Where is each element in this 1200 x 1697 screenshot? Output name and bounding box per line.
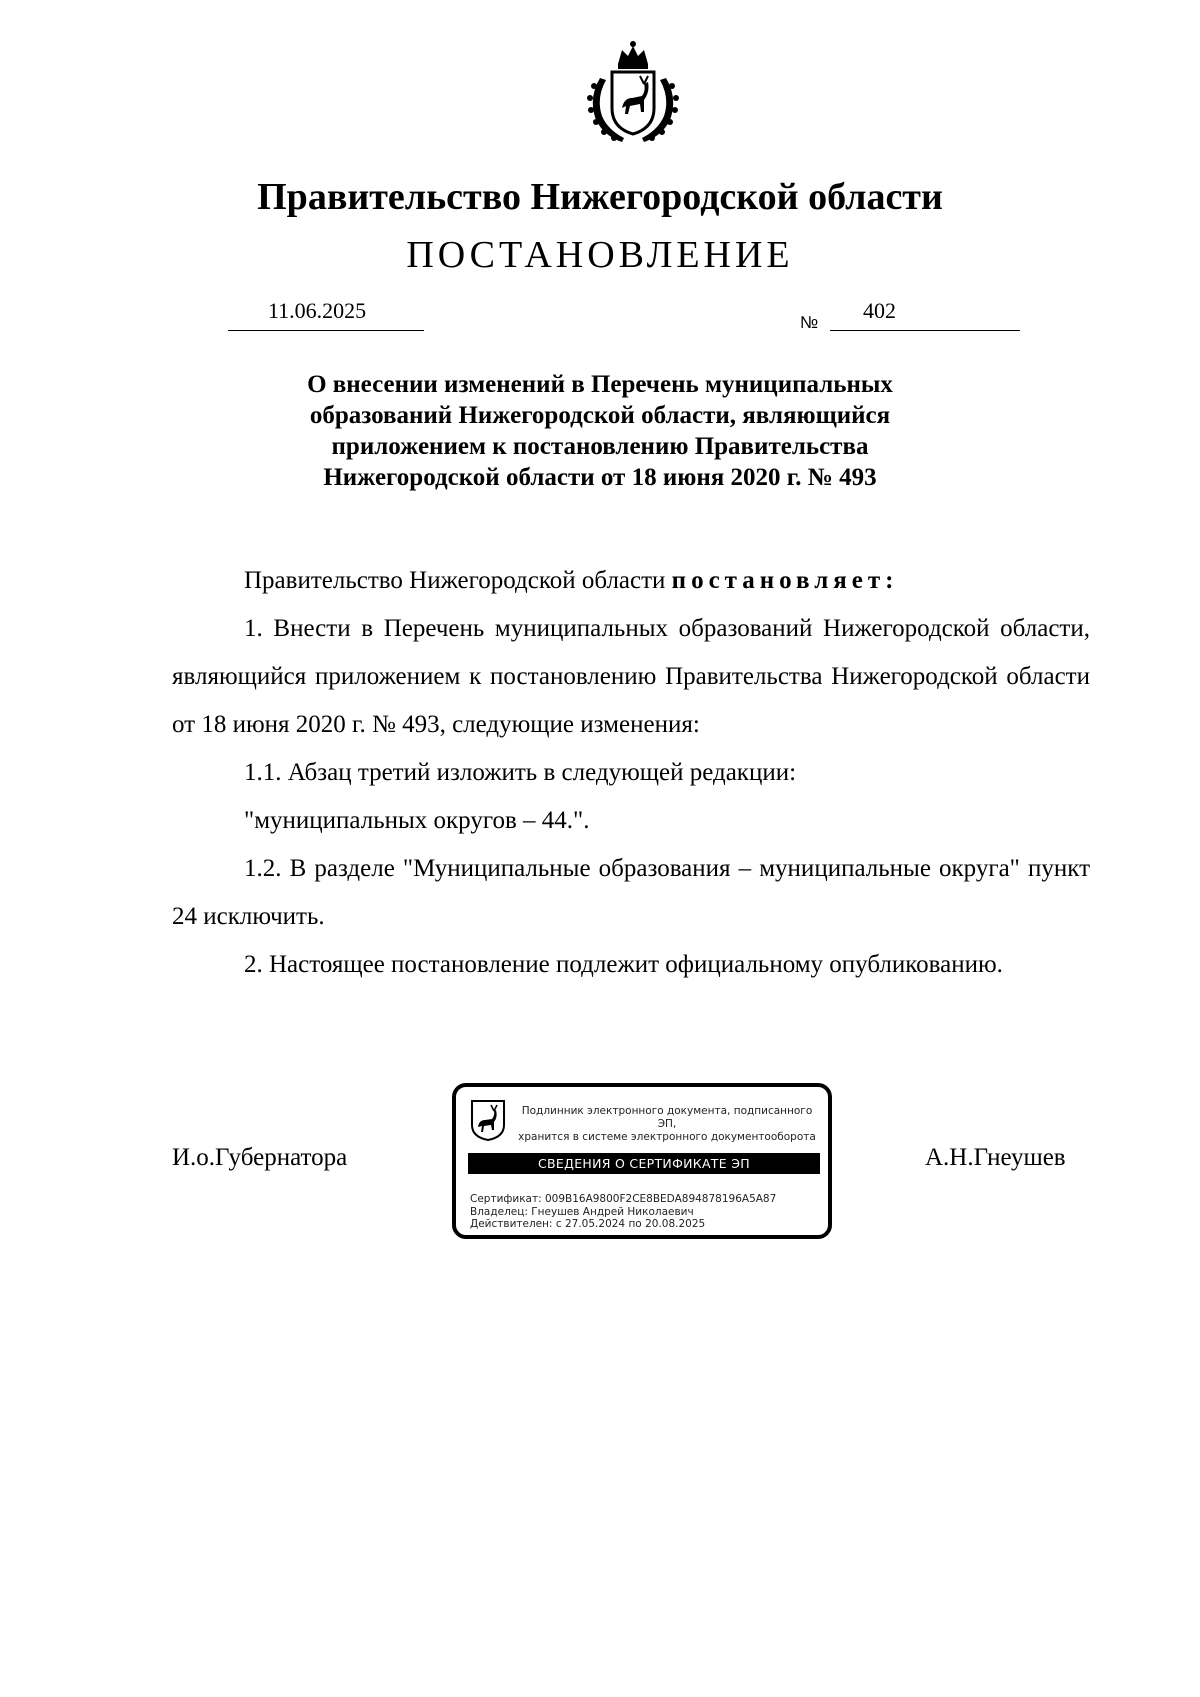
- subject-line: образований Нижегородской области, являющийся: [309, 402, 891, 429]
- certificate-validity: Действителен: с 27.05.2024 по 20.08.2025: [470, 1218, 706, 1230]
- certificate-serial: Сертификат: 009B16A9800F2CE8BEDA894878196A5A87: [470, 1193, 777, 1205]
- preamble-paragraph: [172, 557, 1090, 605]
- body-paragraph: 1. Внести в Перечень муниципальных образований Нижегородской области, являющийся приложением к постановлению Правительства Нижегородской области от 18 июня 2020 г. № 493, следующие изменения:: [172, 615, 1090, 738]
- stamp-note-line: хранится в системе электронного документооборота: [518, 1131, 816, 1143]
- number-underline: [830, 330, 1020, 331]
- signer-name: А.Н.Гнеушев: [925, 1144, 1066, 1171]
- number-sign: №: [800, 313, 819, 332]
- deer-shield-icon: [470, 1099, 506, 1141]
- stamp-title-bar: СВЕДЕНИЯ О СЕРТИФИКАТЕ ЭП: [468, 1153, 820, 1174]
- subject-line: О внесении изменений в Перечень муниципальных: [307, 371, 893, 398]
- preamble-text: Правительство Нижегородской области: [244, 567, 666, 594]
- subject-line: приложением к постановлению Правительства: [331, 433, 869, 460]
- electronic-signature-stamp: [452, 1083, 832, 1239]
- document-subject: [240, 369, 960, 493]
- document-type: ПОСТАНОВЛЕНИЕ: [406, 234, 794, 276]
- document-date: 11.06.2025: [268, 298, 367, 323]
- organization-name: Правительство Нижегородской области: [257, 176, 943, 218]
- document-number: 402: [863, 298, 896, 323]
- body-paragraph: 2. Настоящее постановление подлежит официальному опубликованию.: [244, 951, 1003, 978]
- stamp-note-line: Подлинник электронного документа, подписанного ЭП,: [521, 1105, 813, 1130]
- certificate-owner: Владелец: Гнеушев Андрей Николаевич: [470, 1205, 694, 1218]
- date-underline: [228, 330, 424, 331]
- document-body: [172, 557, 1090, 989]
- preamble-emphasis: постановляет:: [671, 567, 899, 594]
- body-paragraph: 1.1. Абзац третий изложить в следующей редакции:: [244, 759, 797, 786]
- stamp-note: [512, 1105, 822, 1144]
- signer-position: И.о.Губернатора: [172, 1144, 348, 1171]
- body-paragraph: "муниципальных округов – 44.".: [244, 807, 590, 834]
- subject-line: Нижегородской области от 18 июня 2020 г. № 493: [323, 464, 877, 491]
- body-paragraph: 1.2. В разделе "Муниципальные образования – муниципальные округа" пункт 24 исключить.: [172, 855, 1090, 930]
- coat-of-arms-icon: [578, 38, 688, 148]
- stamp-certificate-info: [470, 1193, 776, 1231]
